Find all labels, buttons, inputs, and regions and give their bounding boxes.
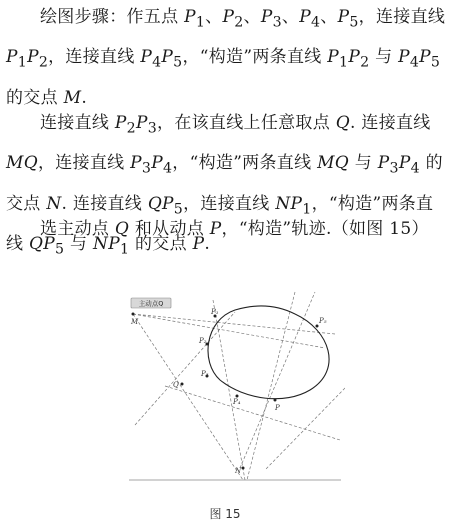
label-p5: P₅ bbox=[319, 317, 327, 325]
figure-caption: 图 15 bbox=[209, 507, 241, 521]
line-extra-2 bbox=[265, 388, 345, 470]
points bbox=[132, 313, 319, 470]
locus-curve bbox=[208, 306, 329, 399]
paragraph-construct: 连接直线 $P_2P_3$，在该直线上任意取点 Q. 连接直线 MQ，连接直线 $P_3P_4$，“构造”两条直线 MQ 与 $P_3P_4$ 的交点 N. 连接直线 $QP_5$，连接直线 $NP_1$，“构造”两条直线 $QP_5$ 与 $NP_1$ 的交点 P. bbox=[6, 113, 443, 258]
label-p4: P₄ bbox=[233, 398, 241, 406]
label-m: M bbox=[131, 318, 139, 326]
label-p3: P₃ bbox=[201, 370, 209, 378]
point-p[interactable] bbox=[274, 399, 277, 402]
paragraph-steps: 绘图步骤：作五点 $P_1$、$P_2$、$P_3$、$P_4$、$P_5$，连接直线 $P_1P_2$，连接直线 $P_4P_5$，“构造”两条直线 $P_1P_2$ 与 $P_4P_5$ 的交点 M. bbox=[6, 7, 446, 108]
line-mq bbox=[133, 314, 243, 480]
line-p2p3 bbox=[213, 300, 245, 480]
label-p: P bbox=[275, 404, 280, 412]
paragraph-locus: 选主动点 Q 和从动点 P，“构造”轨迹.（如图 15） bbox=[40, 219, 429, 239]
line-np1 bbox=[135, 312, 235, 425]
label-p1: P₁ bbox=[211, 308, 219, 316]
construction-lines bbox=[133, 292, 345, 480]
point-m[interactable] bbox=[132, 313, 135, 316]
label-p2: P₂ bbox=[199, 337, 207, 345]
line-p1p2 bbox=[133, 314, 335, 334]
figure-15 bbox=[125, 290, 345, 490]
point-n[interactable] bbox=[242, 467, 245, 470]
line-extra bbox=[247, 292, 295, 480]
label-q: Q bbox=[173, 381, 179, 389]
driver-button-label[interactable]: 主动点Q bbox=[138, 299, 164, 308]
line-qp5 bbox=[165, 386, 340, 440]
label-n: N bbox=[235, 467, 242, 475]
point-q[interactable] bbox=[181, 383, 184, 386]
driver-button[interactable] bbox=[131, 298, 171, 308]
